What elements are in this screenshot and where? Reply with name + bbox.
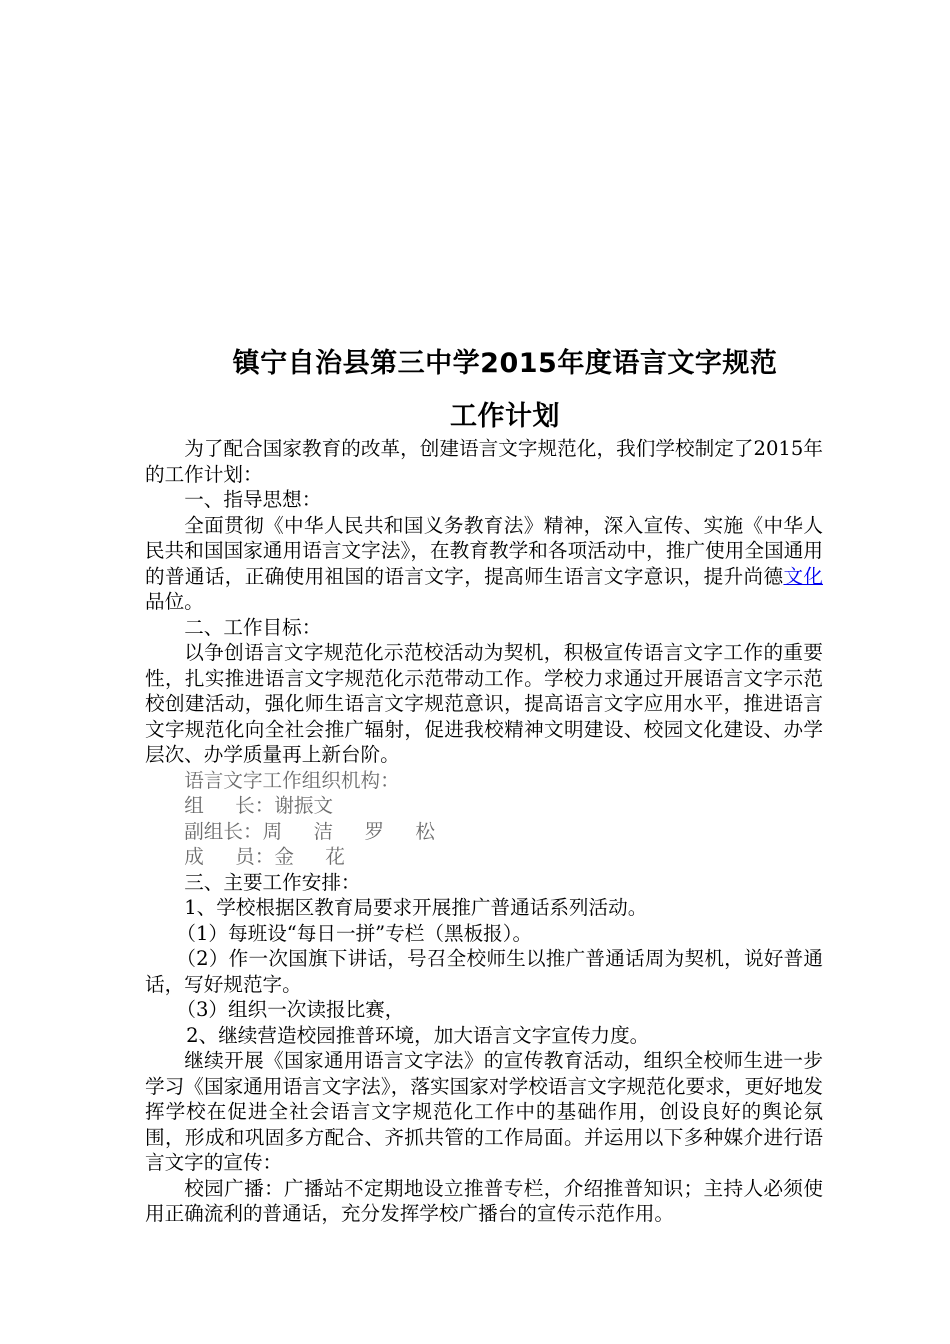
document-title-line1: 镇宁自治县第三中学2015年度语言文字规范 [232, 348, 778, 379]
publicity-paragraph: 继续开展《国家通用语言文字法》的宣传教育活动，组织全校师生进一步学习《国家通用语言文字法》，落实国家对学校语言文字规范化要求，更好地发挥学校在促进全社会语言文字规范化工作中的基础作用，创设良好的舆论氛围，形成和巩固多方配合、齐抓共管的工作局面。并运用以下多种媒介进行语言文字的宣传： [145, 1049, 823, 1174]
org-leader-label-a: 组 [184, 794, 204, 817]
guiding-thought-paragraph [145, 513, 823, 615]
guiding-thought-text: 全面贯彻《中华人民共和国义务教育法》精神，深入宣传、实施《中华人民共和国国家通用语言文字法》，在教育教学和各项活动中，推广使用全国通用的普通话，正确使用祖国的语言文字，提高师生语言文字意识，提升尚德 [145, 513, 823, 588]
org-deputy-line [145, 819, 823, 845]
work-item-1: 1、学校根据区教育局要求开展推广普通话系列活动。 [184, 896, 648, 919]
org-member-label-b: 员： [235, 845, 275, 868]
org-member-name-b: 花 [325, 845, 345, 868]
org-deputy-name2: 罗 [364, 819, 385, 843]
org-leader-name: 谢振文 [274, 794, 334, 817]
work-item-1-1: （1）每班设“每日一拼”专栏（黑板报）。 [176, 921, 533, 945]
org-structure-title: 语言文字工作组织机构： [184, 768, 400, 792]
org-deputy-name1: 周 [262, 819, 283, 843]
campus-broadcast-paragraph: 校园广播：广播站不定期地设立推普专栏，介绍推普知识；主持人必须使用正确流利的普通话，充分发挥学校广播台的宣传示范作用。 [145, 1176, 823, 1225]
work-goals-paragraph: 以争创语言文字规范化示范校活动为契机，积极宣传语言文字工作的重要性，扎实推进语言文字规范化示范带动工作。学校力求通过开展语言文字示范校创建活动，强化师生语言文字规范意识，提高语言文字应用水平，推进语言文字规范化向全社会推广辐射，促进我校精神文明建设、校园文化建设、办学层次、办学质量再上新台阶。 [145, 641, 823, 766]
section-heading-work-goals: 二、工作目标： [184, 615, 322, 639]
section-heading-main-work: 三、主要工作安排： [184, 870, 361, 894]
org-member-name-a: 金 [274, 845, 294, 868]
document-body [145, 436, 823, 1227]
org-leader-line [145, 793, 823, 819]
org-deputy-label: 副组长： [184, 819, 263, 843]
org-deputy-name1b: 洁 [313, 819, 334, 843]
work-item-1-2: （2）作一次国旗下讲话，号召全校师生以推广普通话周为契机，说好普通话，写好规范字。 [145, 947, 823, 996]
intro-paragraph: 为了配合国家教育的改革，创建语言文字规范化，我们学校制定了2015年的工作计划： [145, 437, 823, 486]
org-deputy-name2b: 松 [415, 819, 436, 843]
document-title-line2: 工作计划 [450, 401, 560, 432]
org-leader-label-b: 长： [235, 794, 275, 817]
org-member-label-a: 成 [184, 845, 204, 868]
work-item-2: 2、继续营造校园推普环境，加大语言文字宣传力度。 [186, 1023, 650, 1047]
work-item-1-3: （3）组织一次读报比赛， [176, 998, 405, 1021]
culture-link[interactable]: 文化 [783, 564, 823, 588]
section-heading-guiding-thought: 一、指导思想： [184, 488, 322, 511]
org-member-line [145, 844, 823, 870]
guiding-thought-text-end: 品位。 [145, 590, 204, 613]
